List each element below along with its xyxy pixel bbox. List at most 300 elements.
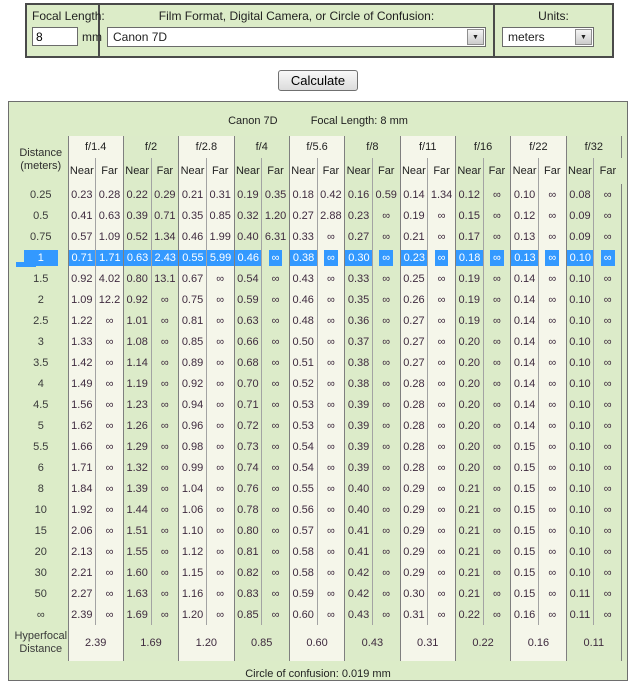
input-form bbox=[25, 3, 614, 58]
dof-value-cell: 0.82 bbox=[234, 562, 262, 583]
far-header: Far bbox=[594, 158, 622, 184]
table-row bbox=[14, 499, 622, 520]
table-row bbox=[14, 268, 622, 289]
dof-value-cell: ∞ bbox=[428, 268, 456, 289]
dof-value-cell: ∞ bbox=[538, 394, 566, 415]
dof-value-cell: 0.38 bbox=[289, 247, 317, 268]
dof-value-cell: 0.41 bbox=[68, 205, 96, 226]
near-header: Near bbox=[455, 158, 483, 184]
dof-value-cell: ∞ bbox=[96, 352, 124, 373]
dof-value-cell: ∞ bbox=[372, 205, 400, 226]
dof-value-cell: 0.28 bbox=[400, 394, 428, 415]
dof-value-cell: 0.27 bbox=[345, 226, 373, 247]
near-header: Near bbox=[566, 158, 594, 184]
dof-value-cell: 0.40 bbox=[345, 499, 373, 520]
table-row bbox=[14, 205, 622, 226]
distance-cell: 30 bbox=[34, 566, 47, 579]
dof-value-cell: ∞ bbox=[428, 247, 456, 268]
dof-value-cell: ∞ bbox=[372, 310, 400, 331]
dof-value-cell: 0.19 bbox=[455, 310, 483, 331]
dof-value-cell: ∞ bbox=[594, 499, 622, 520]
dof-value-cell: 0.68 bbox=[234, 352, 262, 373]
distance-cell: 5 bbox=[37, 419, 44, 432]
dof-value-cell: 0.96 bbox=[179, 415, 207, 436]
dof-value-cell: ∞ bbox=[96, 415, 124, 436]
table-row bbox=[14, 352, 622, 373]
dof-value-cell: ∞ bbox=[317, 394, 345, 415]
dof-value-cell: 0.09 bbox=[566, 226, 594, 247]
dof-value-cell: ∞ bbox=[96, 394, 124, 415]
dof-value-cell: 0.14 bbox=[511, 352, 539, 373]
dof-value-cell: 0.32 bbox=[234, 205, 262, 226]
dof-value-cell: ∞ bbox=[317, 373, 345, 394]
dof-value-cell: ∞ bbox=[262, 331, 290, 352]
dof-value-cell: ∞ bbox=[96, 457, 124, 478]
dof-value-cell: 1.62 bbox=[68, 415, 96, 436]
dof-value-cell: 0.60 bbox=[289, 604, 317, 625]
focal-length-input[interactable] bbox=[32, 27, 78, 46]
units-select[interactable] bbox=[502, 27, 594, 47]
dof-value-cell: 0.14 bbox=[511, 394, 539, 415]
dof-value-cell: 0.19 bbox=[234, 184, 262, 205]
dof-value-cell: 1.63 bbox=[123, 583, 151, 604]
dof-value-cell: 0.94 bbox=[179, 394, 207, 415]
distance-cell: 1 bbox=[14, 247, 68, 268]
distance-cell: 0.75 bbox=[30, 230, 52, 243]
dof-value-cell: ∞ bbox=[594, 310, 622, 331]
focal-length-label: Focal Length: bbox=[32, 9, 105, 23]
distance-column-header: Distance (meters) bbox=[19, 147, 63, 172]
dof-value-cell: ∞ bbox=[594, 604, 622, 625]
dof-value-cell: ∞ bbox=[483, 205, 511, 226]
far-header: Far bbox=[96, 158, 124, 184]
dof-value-cell: 1.06 bbox=[179, 499, 207, 520]
dof-value-cell: 0.59 bbox=[289, 583, 317, 604]
dof-value-cell: 0.28 bbox=[400, 415, 428, 436]
dof-value-cell: 0.14 bbox=[511, 415, 539, 436]
dof-value-cell: 1.60 bbox=[123, 562, 151, 583]
table-row bbox=[14, 289, 622, 310]
dof-value-cell: 0.13 bbox=[511, 226, 539, 247]
dof-value-cell: 1.71 bbox=[68, 457, 96, 478]
dof-value-cell: 0.27 bbox=[400, 331, 428, 352]
dof-value-cell: 0.55 bbox=[289, 478, 317, 499]
dof-value-cell: 0.55 bbox=[179, 247, 207, 268]
distance-cell: 4 bbox=[37, 377, 44, 390]
far-header: Far bbox=[372, 158, 400, 184]
dof-value-cell: 0.71 bbox=[68, 247, 96, 268]
dof-value-cell: 0.15 bbox=[511, 562, 539, 583]
dof-value-cell: 0.15 bbox=[511, 436, 539, 457]
dof-value-cell: 0.38 bbox=[345, 352, 373, 373]
distance-cell: 15 bbox=[34, 524, 47, 537]
dof-value-cell: ∞ bbox=[151, 541, 179, 562]
dof-value-cell: 1.39 bbox=[123, 478, 151, 499]
hyperfocal-value-cell: 0.43 bbox=[345, 625, 400, 661]
dof-value-cell: 0.27 bbox=[400, 310, 428, 331]
dof-value-cell: ∞ bbox=[151, 520, 179, 541]
table-row bbox=[14, 331, 622, 352]
dof-value-cell: ∞ bbox=[96, 310, 124, 331]
dof-value-cell: 0.53 bbox=[289, 394, 317, 415]
dof-value-cell: ∞ bbox=[151, 331, 179, 352]
dof-value-cell: ∞ bbox=[428, 562, 456, 583]
dof-value-cell: ∞ bbox=[594, 268, 622, 289]
dof-value-cell: ∞ bbox=[428, 499, 456, 520]
dof-value-cell: 0.16 bbox=[345, 184, 373, 205]
dof-value-cell: ∞ bbox=[483, 373, 511, 394]
near-header: Near bbox=[234, 158, 262, 184]
table-row bbox=[14, 457, 622, 478]
dof-value-cell: 0.21 bbox=[400, 226, 428, 247]
dof-value-cell: 2.21 bbox=[68, 562, 96, 583]
dof-value-cell: ∞ bbox=[206, 289, 234, 310]
dof-value-cell: ∞ bbox=[538, 247, 566, 268]
dof-value-cell: 0.43 bbox=[345, 604, 373, 625]
dof-value-cell: 0.10 bbox=[511, 184, 539, 205]
dof-value-cell: 2.27 bbox=[68, 583, 96, 604]
dof-value-cell: ∞ bbox=[151, 583, 179, 604]
dof-value-cell: ∞ bbox=[262, 541, 290, 562]
dof-value-cell: 0.73 bbox=[234, 436, 262, 457]
dof-value-cell: 1.14 bbox=[123, 352, 151, 373]
film-format-label: Film Format, Digital Camera, or Circle of Confusion: bbox=[158, 9, 435, 23]
dof-value-cell: 0.81 bbox=[179, 310, 207, 331]
dof-value-cell: 0.15 bbox=[511, 478, 539, 499]
hyperfocal-value-cell: 1.69 bbox=[123, 625, 178, 661]
dof-value-cell: 1.22 bbox=[68, 310, 96, 331]
dof-value-cell: 0.38 bbox=[345, 373, 373, 394]
dof-value-cell: ∞ bbox=[483, 478, 511, 499]
dof-value-cell: ∞ bbox=[206, 268, 234, 289]
hyperfocal-value-cell: 1.20 bbox=[179, 625, 234, 661]
dof-value-cell: ∞ bbox=[206, 310, 234, 331]
dof-value-cell: ∞ bbox=[96, 331, 124, 352]
dof-value-cell: ∞ bbox=[594, 226, 622, 247]
aperture-header: f/16 bbox=[455, 136, 510, 158]
dof-value-cell: 1.56 bbox=[68, 394, 96, 415]
units-section bbox=[495, 5, 612, 56]
dof-value-cell: 1.99 bbox=[206, 226, 234, 247]
dof-value-cell: ∞ bbox=[262, 457, 290, 478]
dof-value-cell: 0.11 bbox=[566, 583, 594, 604]
dof-value-cell: ∞ bbox=[151, 352, 179, 373]
dof-value-cell: ∞ bbox=[262, 268, 290, 289]
dof-value-cell: 0.85 bbox=[234, 604, 262, 625]
near-header: Near bbox=[511, 158, 539, 184]
distance-cell: 3 bbox=[37, 335, 44, 348]
dof-value-cell: 0.23 bbox=[68, 184, 96, 205]
dof-value-cell: ∞ bbox=[483, 520, 511, 541]
dof-value-cell: 0.27 bbox=[400, 352, 428, 373]
dof-value-cell: 0.83 bbox=[234, 583, 262, 604]
dof-value-cell: ∞ bbox=[262, 415, 290, 436]
dof-value-cell: ∞ bbox=[262, 478, 290, 499]
dof-value-cell: ∞ bbox=[594, 541, 622, 562]
dof-value-cell: 0.42 bbox=[317, 184, 345, 205]
dof-value-cell: 0.53 bbox=[289, 415, 317, 436]
dof-value-cell: 0.22 bbox=[455, 604, 483, 625]
dof-value-cell: 1.01 bbox=[123, 310, 151, 331]
calculate-button[interactable]: Calculate bbox=[278, 70, 358, 91]
dof-value-cell: ∞ bbox=[317, 331, 345, 352]
dof-value-cell: 5.99 bbox=[206, 247, 234, 268]
dof-value-cell: 0.20 bbox=[455, 457, 483, 478]
dof-value-cell: 0.14 bbox=[511, 310, 539, 331]
dof-value-cell: 0.29 bbox=[400, 541, 428, 562]
dof-value-cell: 0.54 bbox=[289, 436, 317, 457]
dof-value-cell: ∞ bbox=[317, 541, 345, 562]
aperture-header: f/32 bbox=[566, 136, 621, 158]
dof-value-cell: 0.29 bbox=[400, 478, 428, 499]
dof-value-cell: 1.71 bbox=[96, 247, 124, 268]
dof-value-cell: ∞ bbox=[151, 478, 179, 499]
dof-value-cell: 0.63 bbox=[234, 310, 262, 331]
dof-value-cell: 0.20 bbox=[455, 436, 483, 457]
dof-value-cell: 0.52 bbox=[123, 226, 151, 247]
dof-value-cell: 0.22 bbox=[123, 184, 151, 205]
dof-value-cell: 0.59 bbox=[234, 289, 262, 310]
dof-value-cell: 0.16 bbox=[511, 604, 539, 625]
dof-value-cell: ∞ bbox=[372, 583, 400, 604]
dof-value-cell: 0.35 bbox=[262, 184, 290, 205]
dof-value-cell: ∞ bbox=[538, 184, 566, 205]
dof-value-cell: ∞ bbox=[594, 415, 622, 436]
dof-value-cell: 0.75 bbox=[179, 289, 207, 310]
dof-value-cell: 0.59 bbox=[372, 184, 400, 205]
dof-value-cell: 1.10 bbox=[179, 520, 207, 541]
dof-value-cell: ∞ bbox=[317, 583, 345, 604]
dof-value-cell: 0.46 bbox=[179, 226, 207, 247]
dof-value-cell: 0.57 bbox=[68, 226, 96, 247]
dof-value-cell: ∞ bbox=[206, 415, 234, 436]
dof-value-cell: ∞ bbox=[483, 436, 511, 457]
aperture-header: f/8 bbox=[345, 136, 400, 158]
dof-value-cell: ∞ bbox=[317, 436, 345, 457]
dof-value-cell: ∞ bbox=[317, 226, 345, 247]
distance-cell: 0.25 bbox=[30, 188, 52, 201]
dof-value-cell: 1.34 bbox=[151, 226, 179, 247]
dof-value-cell: 0.10 bbox=[566, 352, 594, 373]
dof-value-cell: 1.84 bbox=[68, 478, 96, 499]
table-row bbox=[14, 226, 622, 247]
distance-cell: 20 bbox=[34, 545, 47, 558]
dof-value-cell: ∞ bbox=[483, 184, 511, 205]
near-header: Near bbox=[345, 158, 373, 184]
dof-value-cell: 0.39 bbox=[345, 436, 373, 457]
dof-value-cell: ∞ bbox=[538, 226, 566, 247]
dof-value-cell: 0.85 bbox=[179, 331, 207, 352]
chevron-down-icon[interactable]: ▼ bbox=[467, 29, 484, 45]
far-header: Far bbox=[317, 158, 345, 184]
dof-value-cell: 1.42 bbox=[68, 352, 96, 373]
dof-value-cell: ∞ bbox=[538, 436, 566, 457]
dof-value-cell: 0.29 bbox=[400, 499, 428, 520]
dof-value-cell: 1.09 bbox=[68, 289, 96, 310]
dof-value-cell: 1.12 bbox=[179, 541, 207, 562]
dof-value-cell: 0.10 bbox=[566, 541, 594, 562]
dof-value-cell: 0.51 bbox=[289, 352, 317, 373]
dof-value-cell: 0.92 bbox=[123, 289, 151, 310]
dof-value-cell: ∞ bbox=[206, 457, 234, 478]
table-row bbox=[14, 520, 622, 541]
dof-value-cell: 0.10 bbox=[566, 415, 594, 436]
aperture-header: f/22 bbox=[511, 136, 566, 158]
dof-value-cell: ∞ bbox=[483, 583, 511, 604]
dof-value-cell: 12.2 bbox=[96, 289, 124, 310]
near-header: Near bbox=[68, 158, 96, 184]
dof-value-cell: ∞ bbox=[428, 520, 456, 541]
dof-value-cell: 0.14 bbox=[511, 373, 539, 394]
dof-value-cell: 0.40 bbox=[345, 478, 373, 499]
dof-value-cell: ∞ bbox=[372, 289, 400, 310]
dof-value-cell: ∞ bbox=[594, 373, 622, 394]
dof-value-cell: ∞ bbox=[538, 331, 566, 352]
dof-value-cell: 1.15 bbox=[179, 562, 207, 583]
dof-value-cell: ∞ bbox=[206, 352, 234, 373]
dof-value-cell: 0.21 bbox=[455, 478, 483, 499]
dof-value-cell: 0.20 bbox=[455, 394, 483, 415]
dof-value-cell: ∞ bbox=[483, 394, 511, 415]
dof-value-cell: ∞ bbox=[262, 289, 290, 310]
dof-value-cell: 0.21 bbox=[179, 184, 207, 205]
aperture-header: f/11 bbox=[400, 136, 455, 158]
distance-cell: 10 bbox=[34, 503, 47, 516]
film-format-select[interactable] bbox=[107, 27, 486, 47]
table-row bbox=[14, 415, 622, 436]
dof-value-cell: ∞ bbox=[483, 226, 511, 247]
table-row bbox=[14, 184, 622, 205]
dof-value-cell: ∞ bbox=[317, 268, 345, 289]
dof-value-cell: 0.17 bbox=[455, 226, 483, 247]
dof-value-cell: ∞ bbox=[151, 499, 179, 520]
dof-value-cell: ∞ bbox=[538, 310, 566, 331]
dof-value-cell: ∞ bbox=[594, 184, 622, 205]
distance-cell: 3.5 bbox=[33, 356, 49, 369]
dof-value-cell: ∞ bbox=[428, 310, 456, 331]
dof-value-cell: 6.31 bbox=[262, 226, 290, 247]
dof-value-cell: 0.48 bbox=[289, 310, 317, 331]
near-header: Near bbox=[400, 158, 428, 184]
dof-value-cell: ∞ bbox=[262, 583, 290, 604]
dof-value-cell: 0.37 bbox=[345, 331, 373, 352]
dof-value-cell: 0.23 bbox=[345, 205, 373, 226]
dof-value-cell: ∞ bbox=[96, 436, 124, 457]
dof-value-cell: 0.28 bbox=[400, 373, 428, 394]
dof-value-cell: 1.20 bbox=[179, 604, 207, 625]
dof-value-cell: ∞ bbox=[483, 331, 511, 352]
dof-value-cell: 0.92 bbox=[68, 268, 96, 289]
hyperfocal-value-cell: 0.16 bbox=[511, 625, 566, 661]
dof-value-cell: ∞ bbox=[428, 436, 456, 457]
dof-value-cell: ∞ bbox=[96, 583, 124, 604]
dof-value-cell: 1.51 bbox=[123, 520, 151, 541]
dof-value-cell: ∞ bbox=[206, 562, 234, 583]
dof-value-cell: ∞ bbox=[372, 394, 400, 415]
table-caption bbox=[14, 102, 622, 136]
film-format-section bbox=[100, 5, 495, 56]
dof-value-cell: 0.92 bbox=[179, 373, 207, 394]
dof-table bbox=[14, 136, 622, 661]
dof-value-cell: ∞ bbox=[96, 520, 124, 541]
dof-value-cell: 1.34 bbox=[428, 184, 456, 205]
aperture-header: f/1.4 bbox=[68, 136, 123, 158]
dof-value-cell: 0.80 bbox=[123, 268, 151, 289]
dof-value-cell: 0.14 bbox=[511, 289, 539, 310]
dof-value-cell: ∞ bbox=[428, 373, 456, 394]
dof-value-cell: ∞ bbox=[428, 478, 456, 499]
dof-value-cell: 0.21 bbox=[455, 541, 483, 562]
dof-value-cell: 0.39 bbox=[123, 205, 151, 226]
dof-value-cell: 0.36 bbox=[345, 310, 373, 331]
distance-cell: 5.5 bbox=[33, 440, 49, 453]
hyperfocal-value-cell: 2.39 bbox=[68, 625, 123, 661]
dof-value-cell: 1.44 bbox=[123, 499, 151, 520]
dof-value-cell: 0.13 bbox=[511, 247, 539, 268]
table-row bbox=[14, 583, 622, 604]
dof-value-cell: ∞ bbox=[262, 352, 290, 373]
dof-value-cell: ∞ bbox=[262, 247, 290, 268]
dof-value-cell: ∞ bbox=[317, 604, 345, 625]
dof-value-cell: ∞ bbox=[317, 499, 345, 520]
distance-cell: 2.5 bbox=[33, 314, 49, 327]
dof-value-cell: ∞ bbox=[206, 520, 234, 541]
dof-value-cell: ∞ bbox=[594, 289, 622, 310]
dof-value-cell: 0.12 bbox=[455, 184, 483, 205]
dof-value-cell: 4.02 bbox=[96, 268, 124, 289]
dof-value-cell: 0.28 bbox=[400, 436, 428, 457]
dof-value-cell: ∞ bbox=[151, 394, 179, 415]
units-selected-value: meters bbox=[508, 30, 545, 44]
dof-value-cell: 0.46 bbox=[289, 289, 317, 310]
dof-value-cell: ∞ bbox=[594, 562, 622, 583]
dof-value-cell: ∞ bbox=[428, 226, 456, 247]
chevron-down-icon[interactable]: ▼ bbox=[575, 29, 592, 45]
dof-value-cell: 1.69 bbox=[123, 604, 151, 625]
dof-value-cell: 0.14 bbox=[511, 268, 539, 289]
far-header: Far bbox=[428, 158, 456, 184]
dof-value-cell: 2.39 bbox=[68, 604, 96, 625]
distance-cell: 1.5 bbox=[33, 272, 49, 285]
dof-value-cell: 0.39 bbox=[345, 394, 373, 415]
dof-value-cell: ∞ bbox=[428, 541, 456, 562]
dof-value-cell: 0.20 bbox=[455, 373, 483, 394]
distance-cell: 4.5 bbox=[33, 398, 49, 411]
dof-value-cell: 0.18 bbox=[289, 184, 317, 205]
dof-value-cell: 1.16 bbox=[179, 583, 207, 604]
dof-value-cell: 0.78 bbox=[234, 499, 262, 520]
dof-value-cell: ∞ bbox=[594, 205, 622, 226]
dof-value-cell: 0.39 bbox=[345, 415, 373, 436]
dof-value-cell: ∞ bbox=[262, 373, 290, 394]
dof-value-cell: ∞ bbox=[96, 562, 124, 583]
dof-value-cell: ∞ bbox=[428, 352, 456, 373]
dof-value-cell: 0.20 bbox=[455, 352, 483, 373]
dof-value-cell: ∞ bbox=[372, 331, 400, 352]
dof-value-cell: ∞ bbox=[151, 289, 179, 310]
dof-value-cell: ∞ bbox=[317, 289, 345, 310]
dof-value-cell: 0.71 bbox=[151, 205, 179, 226]
dof-value-cell: ∞ bbox=[151, 415, 179, 436]
dof-value-cell: ∞ bbox=[262, 562, 290, 583]
dof-value-cell: ∞ bbox=[372, 478, 400, 499]
dof-value-cell: 0.15 bbox=[511, 457, 539, 478]
dof-value-cell: ∞ bbox=[206, 604, 234, 625]
dof-value-cell: 0.41 bbox=[345, 520, 373, 541]
dof-value-cell: 0.58 bbox=[289, 541, 317, 562]
dof-value-cell: ∞ bbox=[317, 352, 345, 373]
dof-value-cell: ∞ bbox=[372, 604, 400, 625]
